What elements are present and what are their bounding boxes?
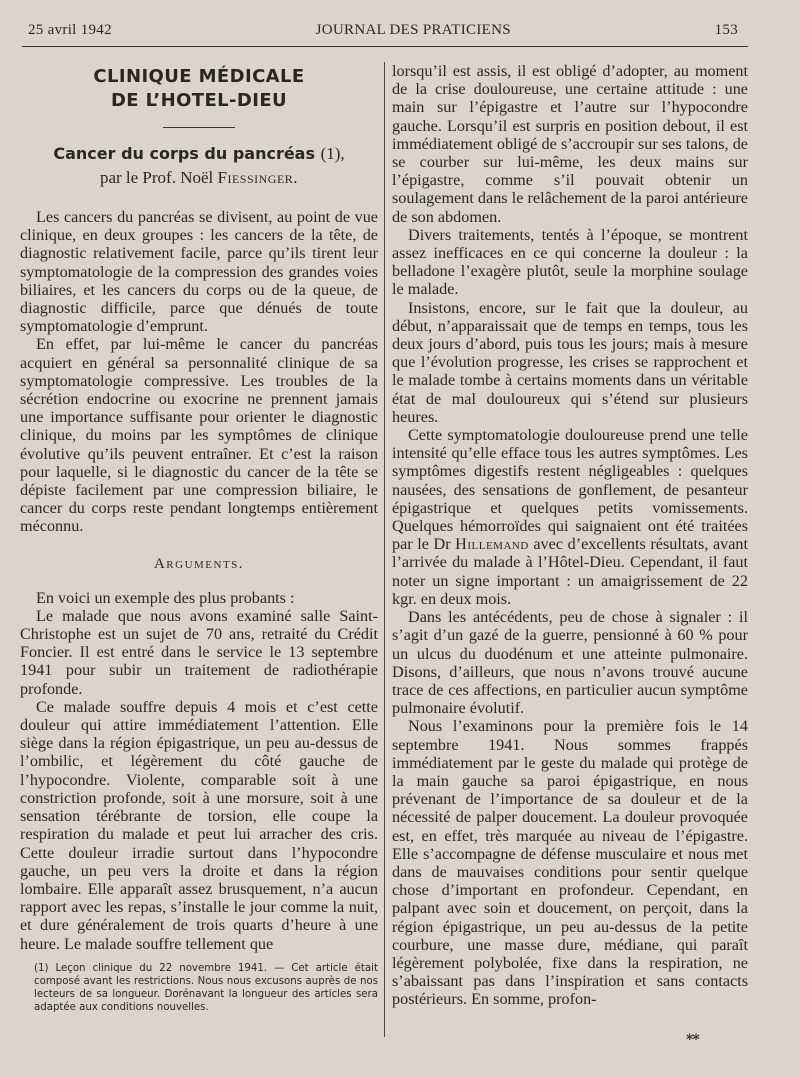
footnote: (1) Leçon clinique du 22 novembre 1941. — Cet article était composé avant les restrictions. Nous nous excusons auprès de nos lecteurs de sa longueur. Dorénavant la longueur des articles sera adaptée aux conditions nouvelles. bbox=[34, 963, 378, 1013]
journal-name: JOURNAL DES PRATICIENS bbox=[315, 22, 511, 38]
paragraph: lorsqu’il est assis, il est obligé d’adopter, au moment de la crise douloureuse, une certaine attitude : une main sur l’épigastre et l’autre sur l’hypocondre gauche. Lorsqu’il est surpris en position debout, il est immédiatement obligé de s’accroupir sur ses talons, de se courber sur lui-même, les deux mains sur l’épigastre, comme s’il pouvait obtenir un soulagement dans le relâchement de la paroi antérieure de son abdomen. bbox=[392, 62, 748, 226]
paragraph bbox=[392, 426, 748, 608]
section-heading-line2: DE L’HOTEL-DIEU bbox=[110, 90, 288, 111]
footnote-marker: (1), bbox=[320, 144, 345, 163]
byline-prefix: par le Prof. Noël bbox=[99, 168, 214, 187]
paragraph: Les cancers du pancréas se divisent, au point de vue clinique, en deux groupes : les cancers de la tête, de diagnostic relativement facile, parce qu’ils tirent leur symptomatologie de la compression des grandes voies biliaires, et les cancers du corps ou de la queue, de diagnostic difficile, parce que dénués de toute symptomatologie d’emprunt. bbox=[20, 208, 378, 336]
article-title bbox=[20, 144, 378, 164]
paragraph: Insistons, encore, sur le fait que la douleur, au début, n’apparaissait que de temps en temps, tous les deux jours d’abord, puis tous les jours; mais à mesure que l’évolution progresse, les crises se rapprochent et le malade tombe à certains moments dans un véritable état de mal douloureux qui s’étend sur plusieurs heures. bbox=[392, 298, 748, 426]
running-head bbox=[28, 22, 738, 39]
paragraph: En effet, par lui-même le cancer du pancréas acquiert en général sa personnalité clinique de sa symptomatologie compressive. Les troubles de la sécrétion endocrine ou exocrine ne prennent jamais une importance suffisante pour orienter le diagnostic clinique, du moins par les symptômes de clinique évolutive qu’ils peuvent entraîner. Et c’est la raison pour laquelle, si le diagnostic du cancer de la tête se dépiste facilement par une compression biliaire, le cancer du corps reste pendant longtemps entièrement méconnu. bbox=[20, 335, 378, 536]
subheading: Arguments. bbox=[153, 555, 245, 572]
end-ornament: ** bbox=[686, 1032, 699, 1048]
article-title-text: Cancer du corps du pancréas bbox=[53, 144, 315, 163]
issue-date: 25 avril 1942 bbox=[28, 22, 112, 38]
author-name: Fiessinger. bbox=[217, 168, 299, 187]
section-divider bbox=[163, 127, 235, 128]
paragraph: En voici un exemple des plus probants : bbox=[36, 588, 295, 607]
paragraph: Divers traitements, tentés à l’époque, se montrent assez inefficaces en ce qui concerne la douleur : la belladone l’exagère plutôt, seule la morphine soulage le malade. bbox=[392, 225, 748, 299]
paragraph-text: avec d’excellents résultats, avant l’arrivée du malade à l’Hôtel-Dieu. Cependant, il faut noter un signe important : un amaigrissement de 22 kgr. en deux mois. bbox=[392, 535, 749, 608]
byline bbox=[20, 168, 378, 188]
paragraph: Dans les antécédents, peu de chose à signaler : il s’agit d’un gazé de la guerre, pensionné à 60 % pour un ulcus du duodénum et une atteinte pulmonaire. Disons, d’ailleurs, que nous n’avons trouvé aucune trace de ces affections, en particulier aucun symptôme pulmonaire évolutif. bbox=[392, 608, 748, 718]
left-column bbox=[20, 62, 378, 953]
paragraph: Ce malade souffre depuis 4 mois et c’est cette douleur qui attire immédiatement l’attention. Elle siège dans la région épigastrique, un peu au-dessus de l’ombilic, et légèrement du côté gauche de l’hypocondre. Violente, comparable soit à une constriction profonde, soit à une morsure, soit à une sensation térébrante de torsion, elle coupe la respiration du malade et peut lui arracher des cris. Cette douleur irradie surtout dans l’hypocondre gauche, un peu vers la droite et dans la région lombaire. Elle apparaît assez brusquement, n’a aucun rapport avec les repas, s’installe le jour comme la nuit, et dure généralement de trois quarts d’heure à une heure. Le malade souffre tellement que bbox=[20, 697, 378, 953]
paragraph-text: Cette symptomatologie douloureuse prend une telle intensité qu’elle efface tous les autres symptômes. Les symptômes digestifs restent négligeables : quelques nausées, des sensations de gonflement, de pesanteur épigastrique et quelques petits vomissements. Quelques hémorroïdes qui saignaient ont été traitées par le Dr bbox=[392, 426, 748, 554]
page-number: 153 bbox=[714, 22, 738, 38]
section-heading-line1: CLINIQUE MÉDICALE bbox=[93, 66, 305, 87]
paragraph: Le malade que nous avons examiné salle Saint-Christophe est un sujet de 70 ans, retraité du Crédit Foncier. Il est entré dans le service le 13 septembre 1941 pour subir un traitement de radiothérapie profonde. bbox=[20, 606, 378, 698]
person-name: Hillemand bbox=[455, 535, 529, 554]
paragraph: Nous l’examinons pour la première fois le 14 septembre 1941. Nous sommes frappés immédiatement par le geste du malade qui protège de la main gauche sa paroi épigastrique, en nous prévenant de l’importance de sa douleur et de la nécessité de palper doucement. La douleur provoquée est, en effet, très marquée au niveau de l’épigastre. Elle s’accompagne de défense musculaire et nous met dans de mauvaises conditions pour sentir quelque chose d’important en profondeur. Cependant, en palpant avec soin et doucement, on perçoit, dans la région épigastrique, un peu au-dessus de la petite courbure, une masse dure, médiane, qui paraît légèrement polybolée, fixe dans la respiration, ne s’abaissant pas dans l’inspiration et sans contacts postérieurs. En somme, profon- bbox=[392, 717, 748, 1009]
header-rule bbox=[22, 46, 748, 47]
column-rule bbox=[384, 62, 385, 1037]
right-column bbox=[392, 62, 748, 1009]
section-heading bbox=[20, 65, 378, 113]
